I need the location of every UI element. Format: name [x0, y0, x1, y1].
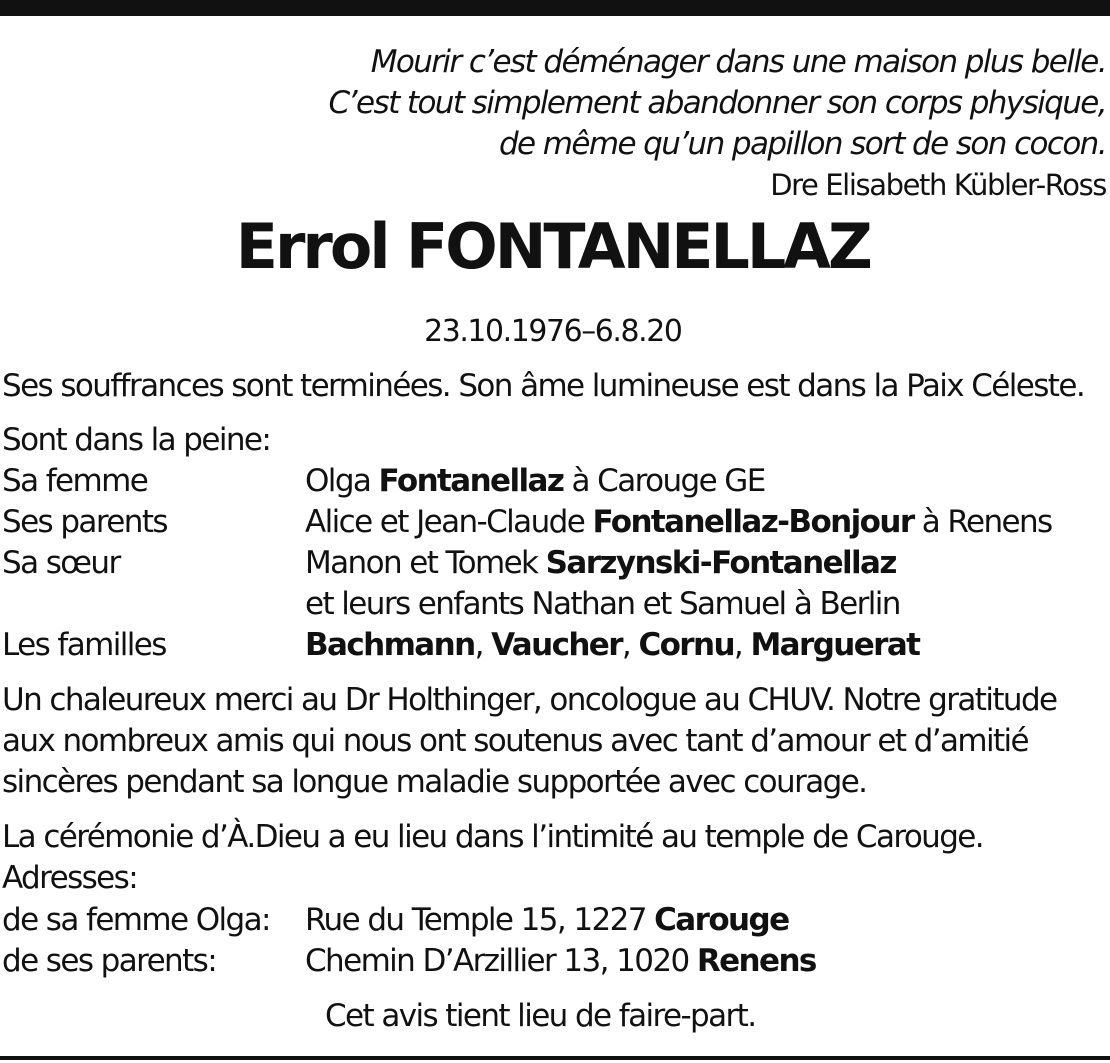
thanks-line: sincères pendant sa longue maladie supportée avec courage.	[2, 764, 867, 800]
mourner-wife	[305, 461, 765, 501]
quote-line: C’est tout simplement abandonner son corps physique,	[328, 85, 1106, 121]
mourner-sister	[305, 543, 896, 583]
deceased-name: Errol FONTANELLAZ	[235, 210, 870, 283]
family-name: Vaucher	[491, 627, 622, 663]
address-wife-city: Carouge	[654, 902, 789, 938]
family-separator: ,	[474, 627, 492, 663]
address-wife	[305, 900, 789, 940]
address-label-parents: de ses parents:	[2, 943, 217, 979]
family-name: Marguerat	[750, 627, 920, 663]
ceremony-text: La cérémonie d’À.Dieu a eu lieu dans l’intimité au temple de Carouge.	[2, 819, 984, 855]
mourner-parents	[305, 502, 1052, 542]
mourner-label-families: Les familles	[2, 627, 166, 663]
mourner-wife-first: Olga	[305, 463, 379, 499]
mourner-parents-first: Alice et Jean-Claude	[305, 504, 593, 540]
mourner-wife-place: à Carouge GE	[563, 463, 765, 499]
top-rule	[0, 0, 1110, 16]
intro-text: Ses souffrances sont terminées. Son âme lumineuse est dans la Paix Céleste.	[2, 368, 1085, 404]
mourners-heading: Sont dans la peine:	[2, 422, 271, 458]
address-label-wife: de sa femme Olga:	[2, 902, 270, 938]
bottom-rule	[0, 1056, 1110, 1060]
mourner-families	[305, 625, 919, 665]
address-wife-street: Rue du Temple 15, 1227	[305, 902, 655, 938]
address-parents-city: Renens	[696, 943, 816, 979]
thanks-line: aux nombreux amis qui nous ont soutenus avec tant d’amour et d’amitié	[2, 723, 1029, 759]
family-name: Bachmann	[305, 627, 475, 663]
deceased-dates: 23.10.1976–6.8.20	[424, 314, 682, 349]
address-parents-street: Chemin D’Arzillier 13, 1020	[305, 943, 697, 979]
family-separator: ,	[621, 627, 639, 663]
addresses-heading: Adresses:	[2, 860, 138, 896]
mourner-sister-children: et leurs enfants Nathan et Samuel à Berlin	[305, 586, 900, 622]
address-parents	[305, 941, 816, 981]
mourner-parents-surname: Fontanellaz-Bonjour	[592, 504, 914, 540]
epigraph-quote	[328, 42, 1106, 206]
thanks-line: Un chaleureux merci au Dr Holthinger, oncologue au CHUV. Notre gratitude	[2, 682, 1057, 718]
closing-note: Cet avis tient lieu de faire-part.	[325, 998, 756, 1034]
family-name: Cornu	[638, 627, 734, 663]
quote-line: de même qu’un papillon sort de son cocon.	[498, 126, 1106, 162]
quote-author: Dre Elisabeth Kübler-Ross	[770, 168, 1106, 202]
mourner-sister-first: Manon et Tomek	[305, 545, 546, 581]
mourner-label-sister: Sa sœur	[2, 545, 120, 581]
quote-line: Mourir c’est déménager dans une maison plus belle.	[370, 44, 1106, 80]
mourner-label-wife: Sa femme	[2, 463, 148, 499]
mourner-label-parents: Ses parents	[2, 504, 167, 540]
family-separator: ,	[733, 627, 751, 663]
mourner-wife-surname: Fontanellaz	[378, 463, 564, 499]
mourner-sister-surname: Sarzynski-Fontanellaz	[545, 545, 896, 581]
mourner-parents-place: à Renens	[913, 504, 1052, 540]
